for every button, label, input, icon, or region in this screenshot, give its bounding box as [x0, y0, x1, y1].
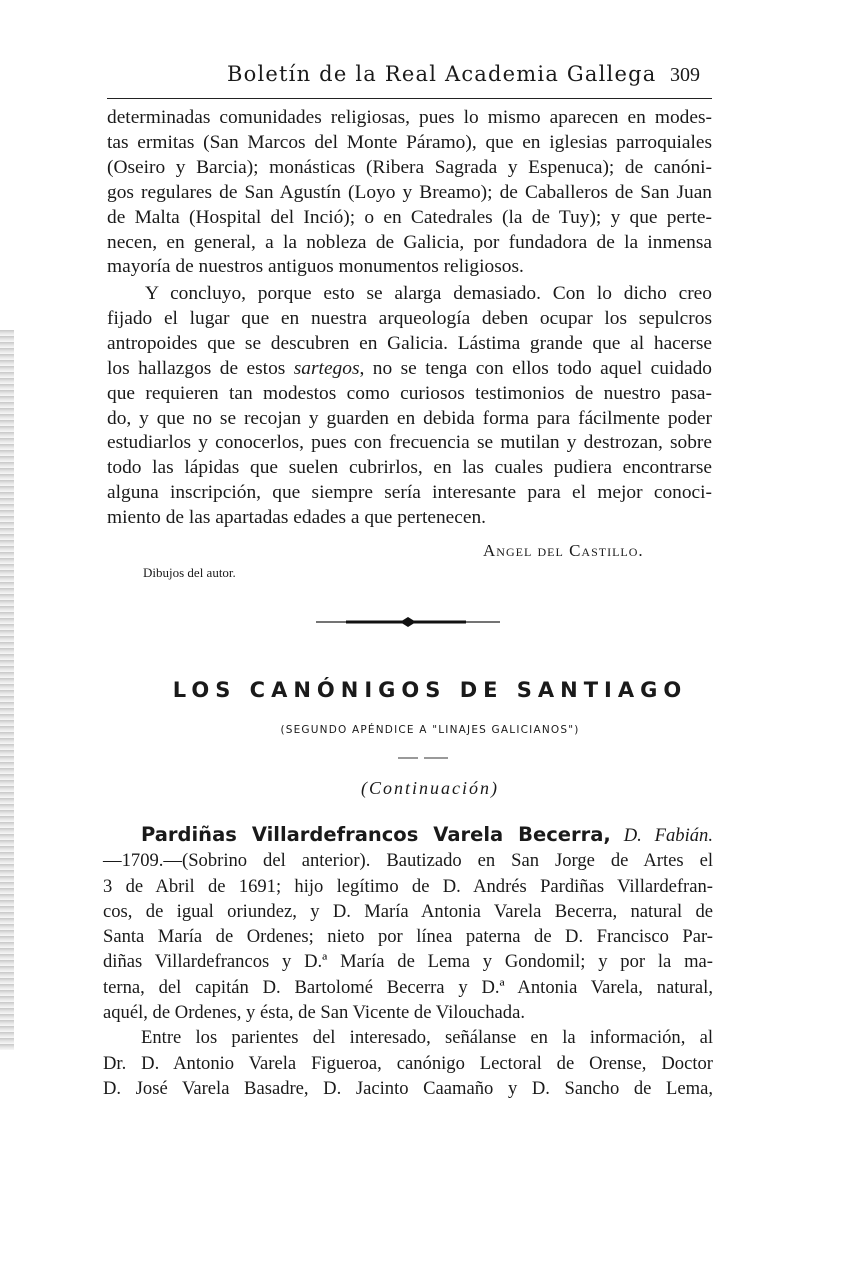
text-line: los hallazgos de estos sartegos, no se tenga con ellos todo aquel cuidado — [107, 357, 712, 379]
paragraph — [103, 1025, 713, 1101]
text-line: gos regulares de San Agustín (Loyo y Breamo); de Caballeros de San Juan — [107, 181, 712, 203]
text-line: 3 de Abril de 1691; hijo legítimo de D. Andrés Pardiñas Villardefran- — [103, 875, 713, 897]
article-title: LOS CANÓNIGOS DE SANTIAGO — [172, 678, 688, 702]
section-divider-ornament — [316, 615, 500, 629]
text-line: (Oseiro y Barcia); monásticas (Ribera Sagrada y Espenuca); de canóni- — [107, 156, 712, 178]
text-line: diñas Villardefrancos y D.ª María de Lema y Gondomil; y por la ma- — [103, 951, 713, 973]
text-line: do, y que no se recojan y guarden en debida forma para fácilmente poder — [107, 407, 712, 429]
text-line: alguna inscripción, que siempre sería interesante para el mejor conoci- — [107, 482, 712, 504]
entry-paragraph — [103, 822, 713, 1025]
article1-paragraph2 — [107, 282, 712, 531]
text-line: terna, del capitán D. Bartolomé Becerra y D.ª Antonia Varela, natural, — [103, 976, 713, 998]
article-subtitle: (SEGUNDO APÉNDICE A "LINAJES GALICIANOS") — [280, 724, 580, 736]
entry-name: Pardiñas Villardefrancos Varela Becerra, — [141, 823, 611, 846]
entry-given-name: D. Fabián. — [610, 825, 713, 846]
text-line: Santa María de Ordenes; nieto por línea paterna de D. Francisco Par- — [103, 926, 713, 948]
biographical-entry — [103, 822, 713, 1101]
page-header — [107, 60, 712, 99]
article1-paragraph1 — [107, 106, 712, 280]
running-title: Boletín de la Real Academia Gallega — [227, 62, 657, 86]
text-line: Dr. D. Antonio Varela Figueroa, canónigo Lectoral de Orense, Doctor — [103, 1052, 713, 1074]
text-line: aquél, de Ordenes, y ésta, de San Vicente de Vilouchada. — [103, 1002, 526, 1024]
text-line: de Malta (Hospital del Inció); o en Catedrales (la de Tuy); y que perte- — [107, 206, 712, 228]
italic-term: sartegos — [293, 357, 360, 379]
illustration-credits: Dibujos del autor. — [143, 565, 236, 580]
text-line: todo las lápidas que suelen cubrirlos, en las cuales pudiera encontrarse — [107, 457, 712, 479]
short-rule — [398, 755, 448, 761]
page-number: 309 — [670, 64, 700, 86]
text-line: fijado el lugar que en nuestra arqueología deben ocupar los sepulcros — [107, 307, 712, 329]
text-line: Entre los parientes del interesado, señálanse en la información, al — [141, 1027, 713, 1049]
text-line: Y concluyo, porque esto se alarga demasiado. Con lo dicho creo — [145, 283, 712, 304]
text-line: estudiarlos y conocerlos, pues con frecuencia se mutilan y destrozan, sobre — [107, 432, 712, 454]
continuation-label: (Continuación) — [361, 778, 499, 798]
binding-edge-shadow — [0, 330, 14, 1050]
text-line: mayoría de nuestros antiguos monumentos religiosos. — [107, 256, 524, 278]
text-line: que requieren tan modestos como curiosos testimonios de nuestro pasa- — [107, 382, 712, 404]
text-line: miento de las apartadas edades a que pertenecen. — [107, 507, 487, 529]
text-line: —1709.—(Sobrino del anterior). Bautizado en San Jorge de Artes el — [103, 850, 713, 872]
author-signature: Angel del Castillo. — [483, 541, 644, 560]
text-line: D. José Varela Basadre, D. Jacinto Caamaño y D. Sancho de Lema, — [103, 1077, 713, 1099]
text-line: cos, de igual oriundez, y D. María Antonia Varela Becerra, natural de — [103, 900, 713, 922]
paragraph — [107, 106, 712, 280]
text-line: necen, en general, a la nobleza de Galicia, por fundadora de la inmensa — [107, 231, 712, 253]
paragraph — [107, 282, 712, 531]
text-line: determinadas comunidades religiosas, pues lo mismo aparecen en modes- — [107, 107, 712, 128]
text-line: antropoides que se descubren en Galicia. Lástima grande que al hacerse — [107, 332, 712, 354]
entry-heading — [103, 822, 713, 848]
text-line: tas ermitas (San Marcos del Monte Páramo), que en iglesias parroquiales — [107, 131, 712, 153]
